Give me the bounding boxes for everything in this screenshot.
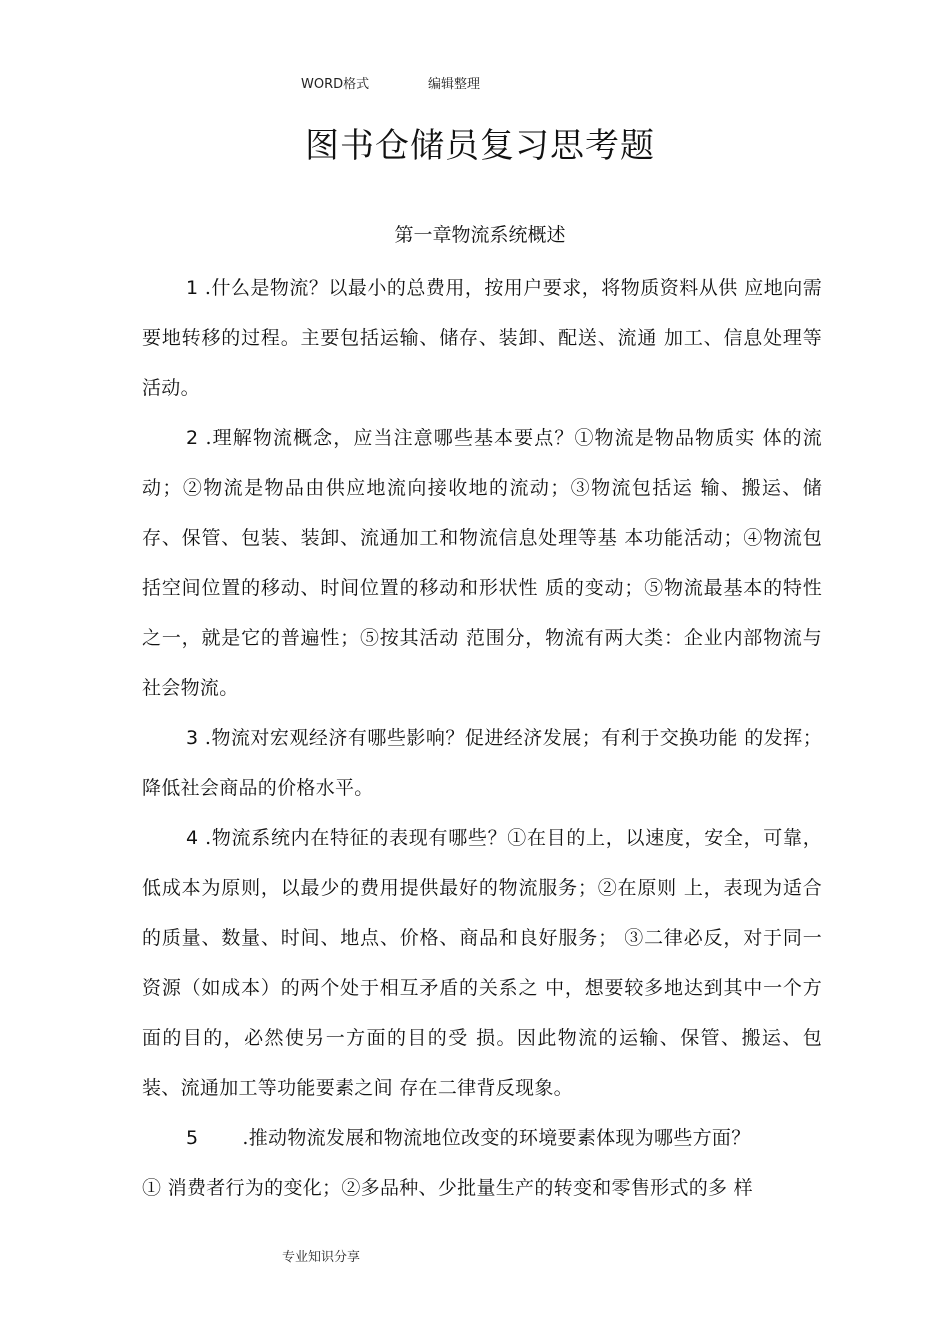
question-text: .推动物流发展和物流地位改变的环境要素体现为哪些方面？ xyxy=(242,1127,751,1149)
question-5-body: ① 消费者行为的变化；②多品种、少批量生产的转变和零售形式的多 样 xyxy=(142,1177,753,1199)
question-number: 5 xyxy=(186,1127,199,1149)
question-5-heading xyxy=(142,1113,822,1163)
question-1 xyxy=(142,263,822,413)
question-number: 2 xyxy=(186,427,199,449)
document-body xyxy=(142,263,822,1213)
footer-note: 专业知识分享 xyxy=(282,1250,361,1265)
question-text: .理解物流概念，应当注意哪些基本要点？①物流是物品物质实 体的流动；②物流是物品由供应地流向接收地的流动；③物流包括运 输、搬运、储存、保管、包装、装卸、流通加工和物流信息处理等基 本功能活动；④物流包括空间位置的移动、时间位置的移动和形状性 质的变动；⑤物流最基本的特性之一，就是它的普遍性；⑤按其活动 范围分，物流有两大类：企业内部物流与社会物流。 xyxy=(142,427,822,699)
question-3 xyxy=(142,713,822,813)
question-text: .物流对宏观经济有哪些影响？促进经济发展；有利于交换功能 的发挥；降低社会商品的价格水平。 xyxy=(142,727,822,799)
header-edit-label: 编辑整理 xyxy=(428,77,481,92)
header-format-label: WORD格式 xyxy=(301,77,370,92)
question-text: .什么是物流？以最小的总费用，按用户要求，将物质资料从供 应地向需要地转移的过程。主要包括运输、储存、装卸、配送、流通 加工、信息处理等活动。 xyxy=(142,277,822,399)
question-4 xyxy=(142,813,822,1113)
question-2 xyxy=(142,413,822,713)
document-title: 图书仓储员复习思考题 xyxy=(305,126,655,166)
question-text: .物流系统内在特征的表现有哪些？①在目的上，以速度，安全，可靠，低成本为原则，以最少的费用提供最好的物流服务；②在原则 上，表现为适合的质量、数量、时间、地点、价格、商品和良好服务； ③二律必反，对于同一资源（如成本）的两个处于相互矛盾的关系之 中，想要较多地达到其中一个方面的目的，必然使另一方面的目的受 损。因此物流的运输、保管、搬运、包装、流通加工等功能要素之间 存在二律背反现象。 xyxy=(142,827,822,1099)
question-number: 1 xyxy=(186,277,199,299)
chapter-heading: 第一章物流系统概述 xyxy=(394,224,566,246)
question-number: 3 xyxy=(186,727,199,749)
question-number: 4 xyxy=(186,827,199,849)
